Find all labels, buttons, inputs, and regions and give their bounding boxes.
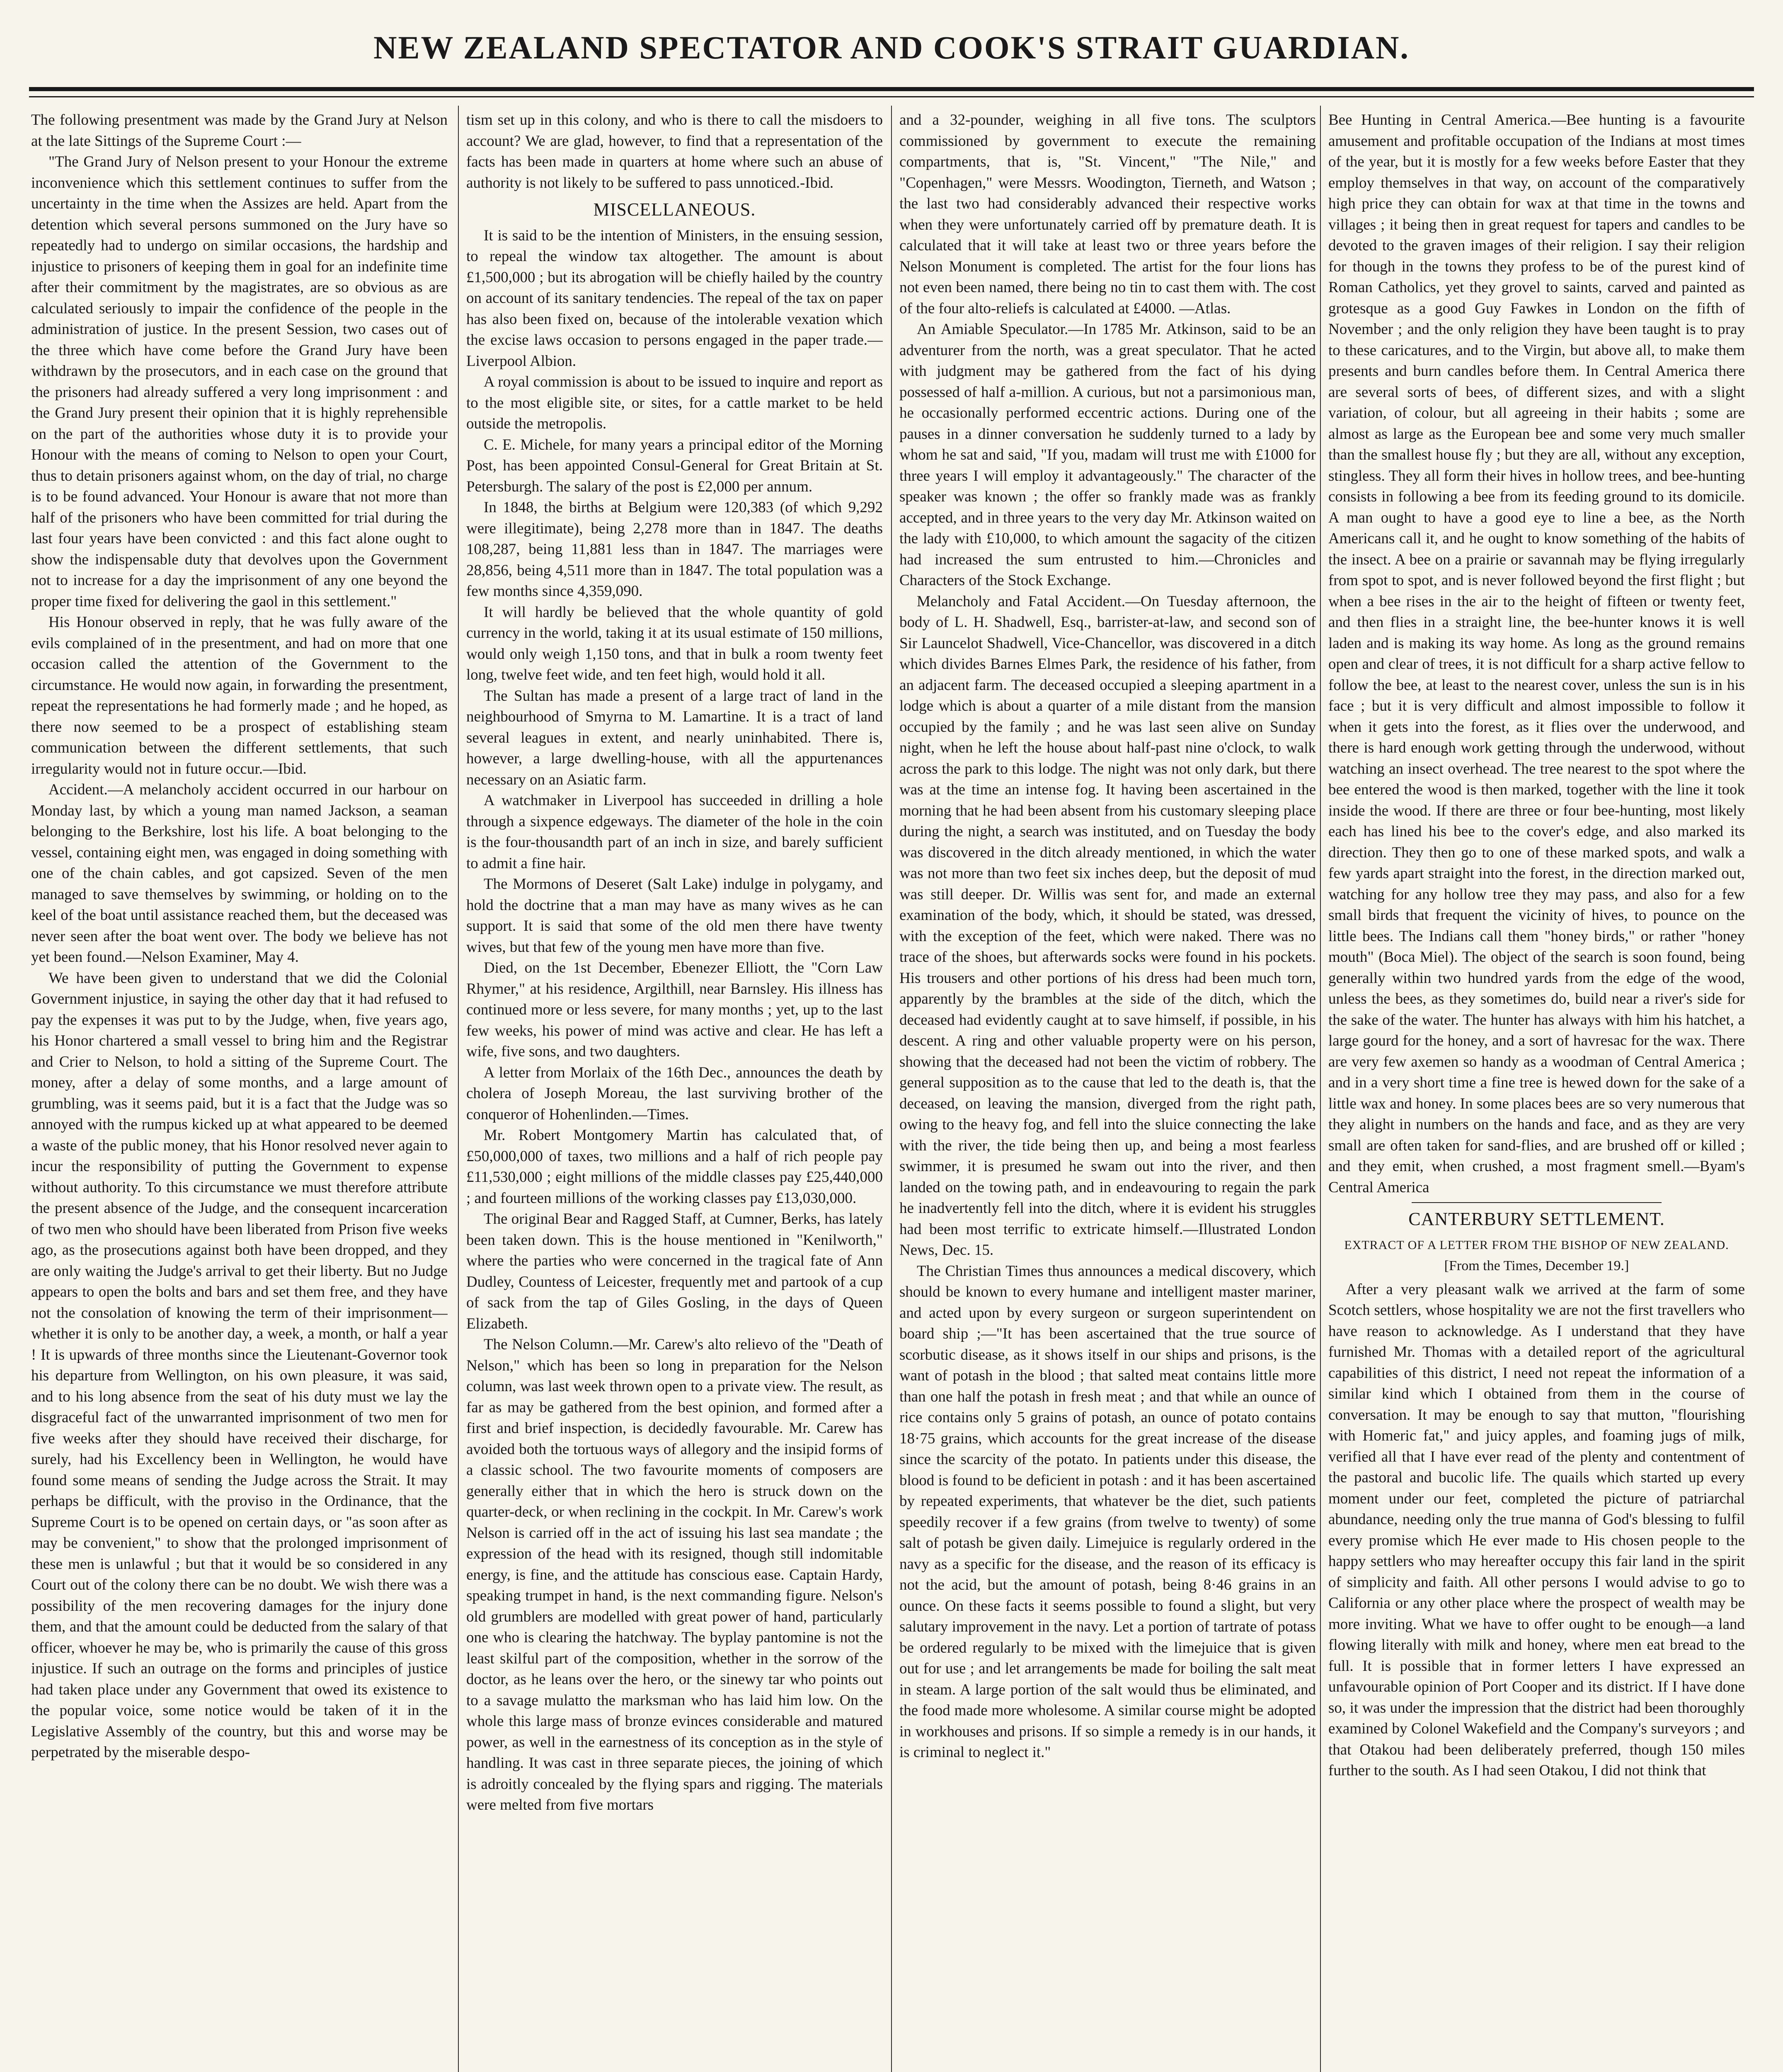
section-separator bbox=[1412, 1202, 1662, 1203]
misc-morlaix-letter: A letter from Morlaix of the 16th Dec., announces the death by cholera of Joseph Moreau, the last surviving brother of the conqueror of Hohenlinden.—Times. bbox=[466, 1064, 883, 1123]
misc-mormons: The Mormons of Deseret (Salt Lake) indulge in polygamy, and hold the doctrine that a man may have as many wives as he can support. It is said that some of the old men there have twenty wives, but that few of the young men have more than five. bbox=[466, 876, 883, 956]
masthead-title: NEW ZEALAND SPECTATOR AND COOK'S STRAIT GUARDIAN. bbox=[373, 29, 1410, 65]
article-amiable-speculator: An Amiable Speculator.—In 1785 Mr. Atkinson, said to be an adventurer from the north, was a great speculator. That he acted with judgment may be gathered from the fact of his dying possessed of half a-million. A curious, but not a parsimonious man, he occasionally performed eccentric actions. During one of the pauses in a dinner conversation he suddenly turned to a lady by whom he sat and said, "If you, madam will trust me with £1000 for three years I will employ it advantageously." The character of the speaker was known ; the offer so frankly made was as frankly accepted, and in three years to the very day Mr. Atkinson waited on the lady with £10,000, to which amount the sagacity of the citizen had increased the sum entrusted to him.—Chronicles and Characters of the Stock Exchange. bbox=[899, 321, 1316, 589]
column-divider bbox=[891, 106, 892, 2072]
article-nelson-column-continued: and a 32-pounder, weighing in all five tons. The sculptors commissioned by government to execute the remaining compartments, that is, "St. Vincent," "The Nile," and "Copenhagen," were Messrs. Woodington, Tierneth, and Watson ; the last two had considerably advanced their respective works when they were unfortunately carried off by premature death. It is calculated that it will take at least two or three years before the Nelson Monument is completed. The artist for the four lions has not even been named, there being no tin to cast them with. The cost of the four alto-reliefs is calculated at £4000. —Atlas. bbox=[899, 111, 1316, 317]
article-presentment-quote: "The Grand Jury of Nelson present to your Honour the extreme inconvenience which this settlement continues to suffer from the uncertainty in the time when the Assizes are held. Apart from the detention which several persons summoned on the Jury have so repeatedly had to undergo on similar occasions, the hardship and injustice to prisoners of keeping them in goal for an indefinite time after their commitment by the magistrates, are so obvious as are calculated seriously to impair the confidence of the people in the administration of justice. In the present Session, two cases out of the three which have come before the Grand Jury have been withdrawn by the prosecutors, and in each case on the ground that the prisoners had already suffered a very long imprisonment : and the Grand Jury present their opinion that it is highly reprehensible on the part of the authorities whose duty it is to provide your Honour with the means of coming to Nelson to open your Court, thus to detain prisoners against whom, on the day of trial, no charge is to be found advanced. Your Honour is aware that not more than half of the prisoners who have been committed for trial during the last four years have been convicted : and this fact alone ought to show the indispensable duty that devolves upon the Government not to increase for a day the imprisonment of any one beyond the proper time fixed for delivering the gaol in this settlement." bbox=[31, 153, 448, 610]
column-1 bbox=[31, 110, 448, 2072]
misc-royal-commission: A royal commission is about to be issued to inquire and report as to the most eligible site, or sites, for a cattle market to be held outside the metropolis. bbox=[466, 373, 883, 432]
article-bee-hunting: Bee Hunting in Central America.—Bee hunting is a favourite amusement and profitable occupation of the Indians at most times of the year, but it is mostly for a few weeks before Easter that they employ themselves in that way, on account of the comparatively high price they can obtain for wax at that time in the towns and villages ; it being then in great request for tapers and candles to be devoted to the graven images of their religion. I say their religion for though in the towns they profess to be of the purest kind of Roman Catholics, yet they grovel to saints, carved and painted as grotesque as a good Guy Fawkes in London on the fifth of November ; and the only religion they have been taught is to pray to these caricatures, and to the Virgin, but above all, to make them presents and burn candles before them. In Central America there are several sorts of bees, of different sizes, and with a slight variation, of colour, but all agreeing in their habits ; some are almost as large as the European bee and some very much smaller than the smallest house fly ; but they are all, without any exception, stingless. They all form their hives in hollow trees, and bee-hunting consists in following a bee from its feeding ground to its domicile. A man ought to have a good eye to line a bee, as the North Americans call it, and he ought to know something of the habits of the insect. A bee on a prairie or savannah may be flying irregularly from spot to spot, and is never followed beyond the first flight ; but when a bee rises in the air to the height of fifteen or twenty feet, and then flies in a straight line, the bee-hunter knows it is well laden and is making its way home. As long as the ground remains open and clear of trees, it is not difficult for a sharp active fellow to follow the bee, at least to the nearest cover, unless the sun is in his face ; but it is very difficult and almost impossible to follow it when it gets into the forest, as it flies over the underwood, and there is hard enough work getting through the underwood, without watching an insect overhead. The tree nearest to the spot where the bee entered the wood is then marked, together with the line it took inside the wood. If there are three or four bee-hunting, most likely each has lined his bee to the cover's edge, and also marked its direction. They then go to one of these marked spots, and walk a few yards apart straight into the forest, in the direction marked out, watching for any hollow tree they may pass, and also for a few small birds that frequent the vicinity of hives, to pounce on the little bees. The Indians call them "honey birds," or rather "honey mouth" (Boca Miel). The object of the search is soon found, being generally within two hundred yards from the edge of the wood, unless the bees, as they sometimes do, build near a river's side for the sake of the water. The hunter has always with him his hatchet, a large gourd for the honey, and a sort of havresac for the wax. There are very few axemen so handy as a woodman of Central America ; and in a very short time a fine tree is hewed down for the sake of a little wax and honey. In some places bees are so very numerous that they alight in numbers on the hands and face, and as they are very small are often taken for sand-flies, and are brushed off or killed ; and they emit, when crushed, a most fragment smell.—Byam's Central America bbox=[1328, 111, 1745, 1196]
masthead-rule-thick bbox=[29, 87, 1754, 91]
article-bishop-letter: After a very pleasant walk we arrived at the farm of some Scotch settlers, whose hospitality we are not the first travellers who have reason to acknowledge. As I understand that they have furnished Mr. Thomas with a detailed report of the agricultural capabilities of this district, I need not repeat the information of a similar kind which I obtained from them in the course of conversation. It may be enough to say that mutton, "flourishing with Homeric fat," and juicy apples, and foaming jugs of milk, verified all that I have ever read of the plenty and contentment of the pastoral and bucolic life. The quails which started up every moment under our feet, completed the picture of patriarchal abundance, needing only the true manna of God's blessing to fulfil every promise which He ever made to His chosen people to the happy settlers who may hereafter occupy this fair land in the spirit of simplicity and faith. All other persons I would advise to go to California or any other place where the prospect of wealth may be more inviting. What we have to offer ought to be enough—a land flowing literally with milk and honey, where men eat bread to the full. It is possible that in former letters I have expressed an unfavourable opinion of Port Cooper and its district. If I have done so, it was under the impression that the district had been thoroughly examined by Colonel Wakefield and the Company's surveyors ; and that Otakou had been deliberately preferred, though 150 miles further to the south. As I had seen Otakou, I did not think that bbox=[1328, 1280, 1745, 1779]
column-divider bbox=[1320, 106, 1321, 2072]
misc-nelson-column: The Nelson Column.—Mr. Carew's alto relievo of the "Death of Nelson," which has been so long in preparation for the Nelson column, was last week thrown open to a private view. The result, as far as may be gathered from the best opinion, and formed after a first and brief inspection, is decidedly favourable. Mr. Carew has avoided both the tortuous ways of allegory and the insipid forms of a classic school. The two favourite moments of composers are generally either that in which the hero is struck down on the quarter-deck, or when reclining in the cockpit. In Mr. Carew's work Nelson is carried off in the act of issuing his last sea mandate ; the expression of the head with its resigned, though still indomitable energy, is fine, and the attitude has conscious ease. Captain Hardy, speaking trumpet in hand, is the next commanding figure. Nelson's old grumblers are modelled with great power of hand, particularly one who is clearing the hatchway. The byplay pantomine is not the least skilful part of the composition, whether in the sorrow of the doctor, as he leans over the hero, or the sinewy tar who points out to a savage mulatto the marksman who has laid him low. On the whole this large mass of bronze evinces considerable and matured power, as well in the earnestness of its conception as in the style of handling. It was cast in three separate pieces, the joining of which is adroitly concealed by the flying spars and rigging. The materials were melted from five mortars bbox=[466, 1336, 883, 1813]
article-christian-times-potash: The Christian Times thus announces a medical discovery, which should be known to every humane and intelligent master mariner, and acted upon by every surgeon or surgeon superintendent on board ship ;—"It has been ascertained that the true source of scorbutic disease, as it shows itself in our ships and prisons, is the want of potash in the blood ; that salted meat contains little more than one half the potash in fresh meat ; and that while an ounce of rice contains only 5 grains of potash, an ounce of potato contains 18·75 grains, which accounts for the great increase of the disease since the scarcity of the potato. In patients under this disease, the blood is found to be deficient in potash : and it has been ascertained by repeated experiments, that whatever be the diet, such patients speedily recover if a few grains (from twelve to twenty) of some salt of potash be given daily. Limejuice is regularly ordered in the navy as a specific for the disease, and the reason of its efficacy is not the acid, but the amount of potash, being 8·46 grains in an ounce. On these facts it seems possible to found a slight, but very salutary improvement in the navy. Let a portion of tartrate of potass be ordered regularly to be mixed with the limejuice that is given out for use ; and let arrangements be made for boiling the salt meat in steam. A large portion of the salt would thus be eliminated, and the food made more wholesome. A similar course might be adopted in workhouses and prisons. If so simple a remedy is in our hands, it is criminal to neglect it." bbox=[899, 1262, 1316, 1761]
column-divider bbox=[458, 106, 459, 2072]
column-2 bbox=[466, 110, 883, 2072]
misc-gold-currency: It will hardly be believed that the whole quantity of gold currency in the world, taking it at its usual estimate of 150 millions, would only weigh 1,150 tons, and that in bulk a room twenty feet long, twelve feet wide, and ten feet high, would hold it all. bbox=[466, 603, 883, 683]
letter-extract-heading: EXTRACT OF A LETTER FROM THE BISHOP OF NEW ZEALAND. bbox=[1344, 1238, 1729, 1252]
article-accident: Accident.—A melancholy accident occurred in our harbour on Monday last, by which a young man named Jackson, a seaman belonging to the Berkshire, lost his life. A boat belonging to the vessel, containing eight men, was engaged in doing something with one of the chain cables, and got capsized. Seven of the men managed to save themselves by swimming, or holding on to the keel of the boat until assistance reached them, but the deceased was never seen after the boat went over. The body we believe has not yet been found.—Nelson Examiner, May 4. bbox=[31, 781, 448, 966]
section-heading-miscellaneous: MISCELLANEOUS. bbox=[593, 199, 756, 220]
misc-bear-ragged-staff: The original Bear and Ragged Staff, at Cumner, Berks, has lately been taken down. This is the house mentioned in "Kenilworth," where the parties who were concerned in the tragical fate of Ann Dudley, Countess of Leicester, frequently met and partook of a cup of sack from the tap of Giles Gosling, in the days of Queen Elizabeth. bbox=[466, 1210, 883, 1332]
misc-window-tax: It is said to be the intention of Ministers, in the ensuing session, to repeal the window tax altogether. The amount is about £1,500,000 ; but its abrogation will be chiefly hailed by the country on account of its sanitary tendencies. The repeal of the tax on paper has also been fixed on, because of the intolerable vexation which the excise laws occasion to persons engaged in the paper trade.—Liverpool Albion. bbox=[466, 227, 883, 370]
misc-martin-taxes: Mr. Robert Montgomery Martin has calculated that, of £50,000,000 of taxes, two millions and a half of rich people pay £11,530,000 ; eight millions of the middle classes pay £25,440,000 ; and fourteen millions of the working classes pay £13,030,000. bbox=[466, 1127, 883, 1207]
misc-watchmaker: A watchmaker in Liverpool has succeeded in drilling a hole through a sixpence edgeways. The diameter of the hole in the coin is the four-thousandth part of an inch in size, and barely sufficient to admit a fine hair. bbox=[466, 792, 883, 872]
misc-belgium-births: In 1848, the births at Belgium were 120,383 (of which 9,292 were illegitimate), being 2,278 more than in 1847. The deaths 108,287, being 11,881 less than in 1847. The marriages were 28,856, being 4,511 more than in 1847. The total population was a few months since 4,359,090. bbox=[466, 499, 883, 600]
article-presentment-reply: His Honour observed in reply, that he was fully aware of the evils complained of in the presentment, and had on more that one occasion called the attention of the Government to the circumstance. He would now again, in forwarding the presentment, repeat the representations he had formerly made ; and he hoped, as there now seemed to be a prospect of establishing steam communication between the different settlements, that such irregularity would not in future occur.—Ibid. bbox=[31, 614, 448, 777]
misc-michele-consul: C. E. Michele, for many years a principal editor of the Morning Post, has been appointed Consul-General for Great Britain at St. Petersburgh. The salary of the post is £2,000 per annum. bbox=[466, 436, 883, 495]
masthead-rule-thin bbox=[29, 96, 1754, 97]
column-4 bbox=[1328, 110, 1745, 2072]
article-fatal-accident: Melancholy and Fatal Accident.—On Tuesday afternoon, the body of L. H. Shadwell, Esq., barrister-at-law, and second son of Sir Launcelot Shadwell, Vice-Chancellor, was discovered in a ditch which divides Barnes Elmes Park, the residence of his father, from an adjacent farm. The deceased occupied a sleeping apartment in a lodge which is about a quarter of a mile distant from the mansion occupied by the family ; and he was last seen alive on Sunday night, when he left the house about half-past nine o'clock, to walk across the park to this lodge. The night was not only dark, but there was at the time an intense fog. It having been ascertained in the morning that he had been absent from his customary sleeping place during the night, a search was instituted, and on Tuesday the body was discovered in the ditch already mentioned, in which the water was not more than two feet six inches deep, but the deposit of mud was still deeper. Dr. Willis was sent for, and made an external examination of the body, which, it should be stated, was dressed, with the exception of the feet, which were naked. There was no trace of the shoes, but afterwards socks were found in his pockets. His trousers and other portions of his dress had been much torn, apparently by the brambles at the side of the ditch, which the deceased had evidently caught at to save himself, if possible, in his descent. A ring and other valuable property were on his person, showing that the deceased had not been the victim of robbery. The general supposition as to the cause that led to the death is, that the deceased, on leaving the mansion, diverged from the right path, owing to the heavy fog, and fell into the sluice connecting the lake with the river, the tide being then up, and being a most fearless swimmer, it is presumed he swam out into the river, and then landed on the towing path, and in endeavouring to regain the park he inadvertently fell into the ditch, where it is evident his struggles had been most terrific to extricate himself.—Illustrated London News, Dec. 15. bbox=[899, 593, 1316, 1259]
column-3 bbox=[899, 110, 1316, 2072]
misc-sultan-lamartine: The Sultan has made a present of a large tract of land in the neighbourhood of Smyrna to M. Lamartine. It is a tract of land several leagues in extent, and nearly uninhabited. There is, however, a large dwelling-house, with all the appurtenances necessary on an Asiatic farm. bbox=[466, 687, 883, 788]
article-presentment-intro: The following presentment was made by the Grand Jury at Nelson at the late Sittings of the Supreme Court :— bbox=[31, 111, 448, 150]
section-heading-canterbury: CANTERBURY SETTLEMENT. bbox=[1408, 1209, 1665, 1229]
article-despotism-continued: tism set up in this colony, and who is there to call the misdoers to account? We are glad, however, to find that a representation of the facts has been made in quarters at home where such an abuse of authority is not likely to be suffered to pass unnoticed.-Ibid. bbox=[466, 111, 883, 191]
letter-source-note: [From the Times, December 19.] bbox=[1444, 1258, 1629, 1273]
misc-elliott-death: Died, on the 1st December, Ebenezer Elliott, the "Corn Law Rhymer," at his residence, Argilthill, near Barnsley. His illness has continued more or less severe, for many months ; yet, up to the last few weeks, his power of mind was active and clear. He has left a wife, five sons, and two daughters. bbox=[466, 959, 883, 1060]
article-government-injustice: We have been given to understand that we did the Colonial Government injustice, in saying the other day that it had refused to pay the expenses it was put to by the Judge, when, five years ago, his Honor chartered a small vessel to bring him and the Registrar and Crier to Nelson, to hold a sitting of the Supreme Court. The money, after a delay of some months, and a large amount of grumbling, was it seems paid, but it is a fact that the Judge was so annoyed with the rumpus kicked up at what appeared to be deemed a waste of the public money, that his Honor resolved never again to incur the responsibility of putting the Government to expense without authority. To this circumstance we must therefore attribute the present absence of the Judge, and the consequent incarceration of two men who should have been liberated from Prison five weeks ago, as the prosecutions against both have been dropped, and they are only waiting the Judge's arrival to get their liberty. But no Judge appears to open the bolts and bars and set them free, and they have not the consolation of knowing the term of their imprisonment—whether it is only to be another day, a week, a month, or half a year ! It is upwards of three months since the Lieutenant-Governor took his departure from Wellington, on his own pleasure, it was said, and to his long absence from the seat of his duty must we lay the disgraceful fact of the unwarranted imprisonment of two men for five weeks after they should have received their discharge, for surely, had his Excellency been in Wellington, he would have found some means of sending the Judge across the Strait. It may perhaps be difficult, with the proviso in the Ordinance, that the Supreme Court is to be opened on certain days, or "as soon after as may be convenient," to show that the prolonged imprisonment of these men is unlawful ; but that it would be so considered in any Court out of the colony there can be no doubt. We wish there was a possibility of the men recovering damages for the injury done them, and that the amount could be deducted from the salary of that officer, whoever he may be, who is primarily the cause of this gross injustice. If such an outrage on the forms and principles of justice had taken place under any Government that owed its existence to the popular voice, some notice would be taken of it in the Legislative Assembly of the country, but this and worse may be perpetrated by the miserable despo- bbox=[31, 969, 448, 1761]
